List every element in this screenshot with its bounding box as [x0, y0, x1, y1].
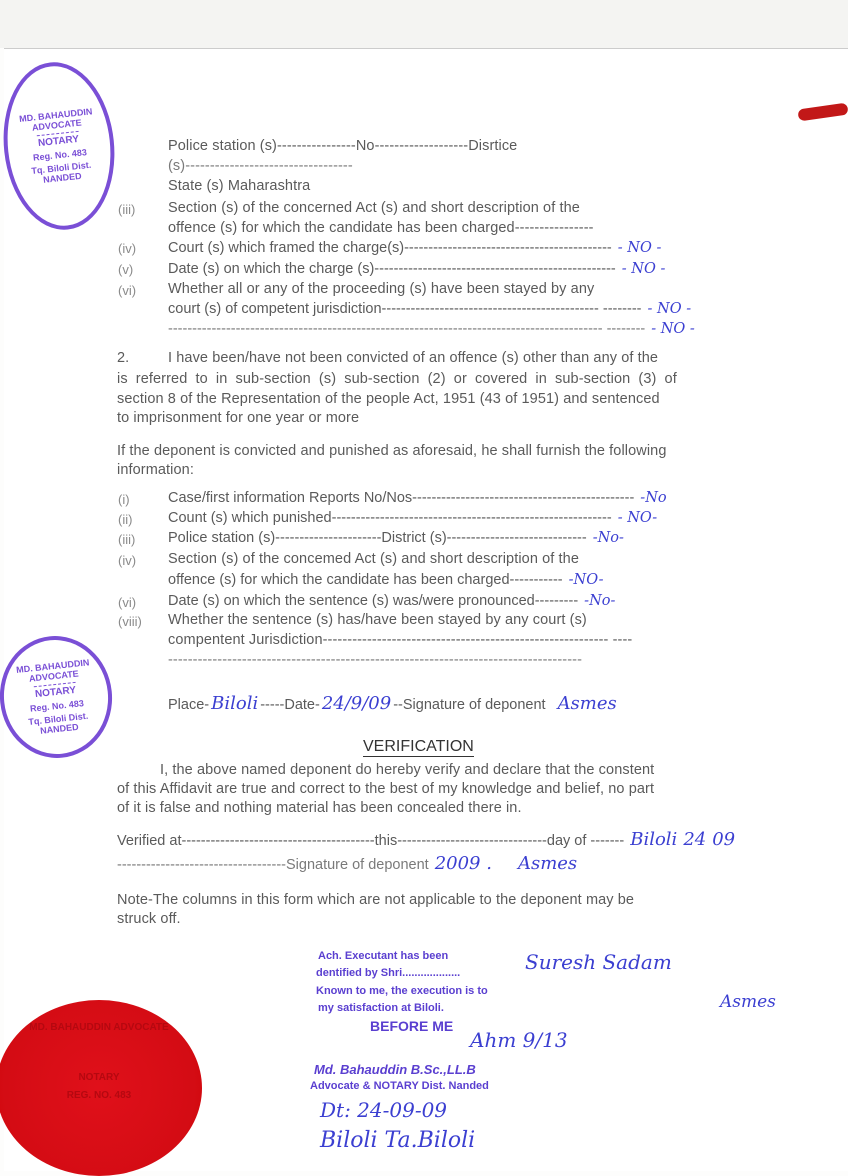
date-handwritten: 24/9/09	[321, 693, 392, 714]
verified-at-line: Verified at----------------------------------------this-------------------------------day of -------	[117, 833, 625, 849]
item-number: (ii)	[118, 512, 133, 527]
before-me: BEFORE ME	[370, 1018, 454, 1034]
verified-day-handwritten: 24	[683, 829, 707, 850]
handwritten-no: -No	[640, 490, 667, 506]
item-text: Court (s) which framed the charge(s)-------------------------------------------	[168, 240, 612, 256]
identifier-handwritten: Suresh Sadam	[525, 950, 672, 974]
year-handwritten: 2009 .	[434, 853, 492, 874]
item-text: Case/first information Reports No/Nos----------------------------------------------	[168, 490, 635, 506]
verification-text: of it is false and nothing material has been concealed there in.	[117, 800, 522, 816]
item-text: offence (s) for which the candidate has been charged----------------	[168, 220, 594, 236]
place-date-row	[168, 694, 617, 714]
notary-text: my satisfaction at Biloli.	[318, 1002, 444, 1014]
verified-month-handwritten: 09	[712, 829, 736, 850]
item-row	[168, 593, 615, 610]
item-number: (iv)	[118, 553, 137, 568]
dash-line: ------------------------------------------------------------------------------------------ --------	[168, 321, 646, 337]
item-number: (iii)	[118, 532, 136, 547]
notary-signature: Ahm 9/13	[470, 1028, 568, 1052]
item-number: (v)	[118, 262, 134, 277]
notary-name: Md. Bahauddin B.Sc.,LL.B	[314, 1062, 476, 1077]
para-text: to imprisonment for one year or more	[117, 410, 360, 426]
seal-center-text: REG. NO. 483	[66, 1090, 132, 1101]
item-text: offence (s) for which the candidate has been charged-----------	[168, 572, 563, 588]
verification-text: I, the above named deponent do hereby verify and declare that the constent	[160, 762, 655, 778]
item-row	[168, 530, 624, 547]
verification-heading: VERIFICATION	[363, 738, 474, 755]
item-number: (vi)	[118, 283, 137, 298]
handwritten-no: - NO -	[651, 321, 695, 337]
item-number: (vi)	[118, 595, 137, 610]
stamp-ring-text: MD. BAHAUDDIN ADVOCATE	[15, 656, 90, 684]
notary-text: Known to me, the execution is to	[316, 985, 488, 997]
date-label: -----Date-	[260, 697, 320, 713]
item-text: Whether the sentence (s) has/have been stayed by any court (s)	[168, 612, 587, 628]
notary-text: dentified by Shri...................	[316, 967, 461, 979]
para-text: information:	[117, 462, 194, 478]
handwritten-no: -No-	[584, 593, 616, 609]
stamp-ring-text: Tq. Biloli Dist. NANDED	[30, 159, 92, 185]
stamp-center-text: NOTARY	[37, 130, 79, 148]
seal-ring-text: MD. BAHAUDDIN ADVOCATE	[29, 1022, 169, 1033]
red-notary-seal	[0, 1000, 202, 1176]
para-text: If the deponent is convicted and punished as aforesaid, he shall furnish the following	[117, 443, 667, 459]
para-text: I have been/have not been convicted of an offence (s) other than any of the	[168, 350, 659, 366]
stamp-center-text: Reg. No. 483	[29, 697, 85, 714]
seal-center-text: NOTARY	[78, 1072, 120, 1083]
stamp-ring-text: Tq. Biloli Dist. NANDED	[27, 710, 89, 736]
verified-place-handwritten: Biloli	[630, 829, 678, 850]
item-text: Section (s) of the concemed Act (s) and short description of the	[168, 551, 579, 567]
dash-line: ------------------------------------------------------------------------------------	[168, 652, 583, 668]
verified-at-row	[117, 830, 735, 850]
item-number: (i)	[118, 492, 130, 507]
handwritten-no: - NO -	[617, 240, 662, 256]
verification-text: of this Affidavit are true and correct to the best of my knowledge and belief, no part	[117, 781, 655, 797]
police-station-line: Police station (s)----------------No-------------------Disrtice	[168, 138, 518, 154]
item-row	[168, 240, 661, 257]
district-line: (s)----------------------------------	[168, 158, 353, 174]
item-text: Police station (s)----------------------District (s)-----------------------------	[168, 530, 587, 546]
item-row	[168, 510, 657, 527]
signature-line: -----------------------------------Signature of deponent	[117, 857, 429, 873]
item-number: (iv)	[118, 241, 137, 256]
stamp-center-text: Reg. No. 483	[32, 146, 88, 163]
place-label: Place-	[168, 697, 210, 713]
item-text: Date (s) on which the charge (s)--------------------------------------------------	[168, 261, 616, 277]
item-row	[168, 301, 691, 318]
para-text: is referred to in sub-section (s) sub-section (2) or covered in sub-section (3) of	[117, 371, 677, 387]
notary-text: Ach. Executant has been	[318, 950, 449, 962]
handwritten-no: - NO -	[621, 261, 666, 277]
deponent-signature: Asmes	[557, 693, 617, 714]
signature-label: --Signature of deponent	[393, 697, 546, 713]
item-row	[168, 572, 604, 589]
place-handwritten: Biloli	[211, 693, 259, 714]
stamp-ring-text: MD. BAHAUDDIN ADVOCATE	[18, 105, 93, 133]
place-handwritten: Biloli Ta.Biloli	[320, 1128, 476, 1153]
note-text: struck off.	[117, 911, 181, 927]
para-number: 2.	[117, 350, 130, 366]
handwritten-no: -NO-	[568, 572, 604, 588]
handwritten-no: - NO -	[647, 301, 692, 317]
state-line: State (s) Maharashtra	[168, 178, 311, 194]
item-text: Whether all or any of the proceeding (s) have been stayed by any	[168, 281, 595, 297]
scan-top-margin	[0, 0, 848, 48]
para-text: section 8 of the Representation of the people Act, 1951 (43 of 1951) and sentenced	[117, 391, 660, 407]
item-text: court (s) of competent jurisdiction--------------------------------------------- --------	[168, 301, 642, 317]
item-row	[168, 490, 667, 507]
item-text: Count (s) which punished----------------------------------------------------------	[168, 510, 612, 526]
item-number: (viii)	[118, 614, 142, 629]
stamp-center-text: NOTARY	[34, 681, 76, 699]
item-text: Section (s) of the concerned Act (s) and short description of the	[168, 200, 580, 216]
item-text: Date (s) on which the sentence (s) was/were pronounced---------	[168, 593, 579, 609]
item-row	[168, 321, 695, 338]
item-row	[168, 261, 665, 278]
item-text: compentent Jurisdiction---------------------------------------------------------- ----	[168, 632, 633, 648]
date-handwritten: Dt: 24-09-09	[320, 1098, 448, 1122]
item-number: (iii)	[118, 202, 136, 217]
deponent-signature: Asmes	[517, 853, 578, 874]
note-text: Note-The columns in this form which are not applicable to the deponent may be	[117, 892, 635, 908]
handwritten-no: -No-	[592, 530, 624, 546]
signature-row	[117, 854, 577, 874]
handwritten-no: - NO-	[617, 510, 658, 526]
executant-signature: Asmes	[720, 992, 776, 1012]
notary-title: Advocate & NOTARY Dist. Nanded	[310, 1080, 489, 1092]
